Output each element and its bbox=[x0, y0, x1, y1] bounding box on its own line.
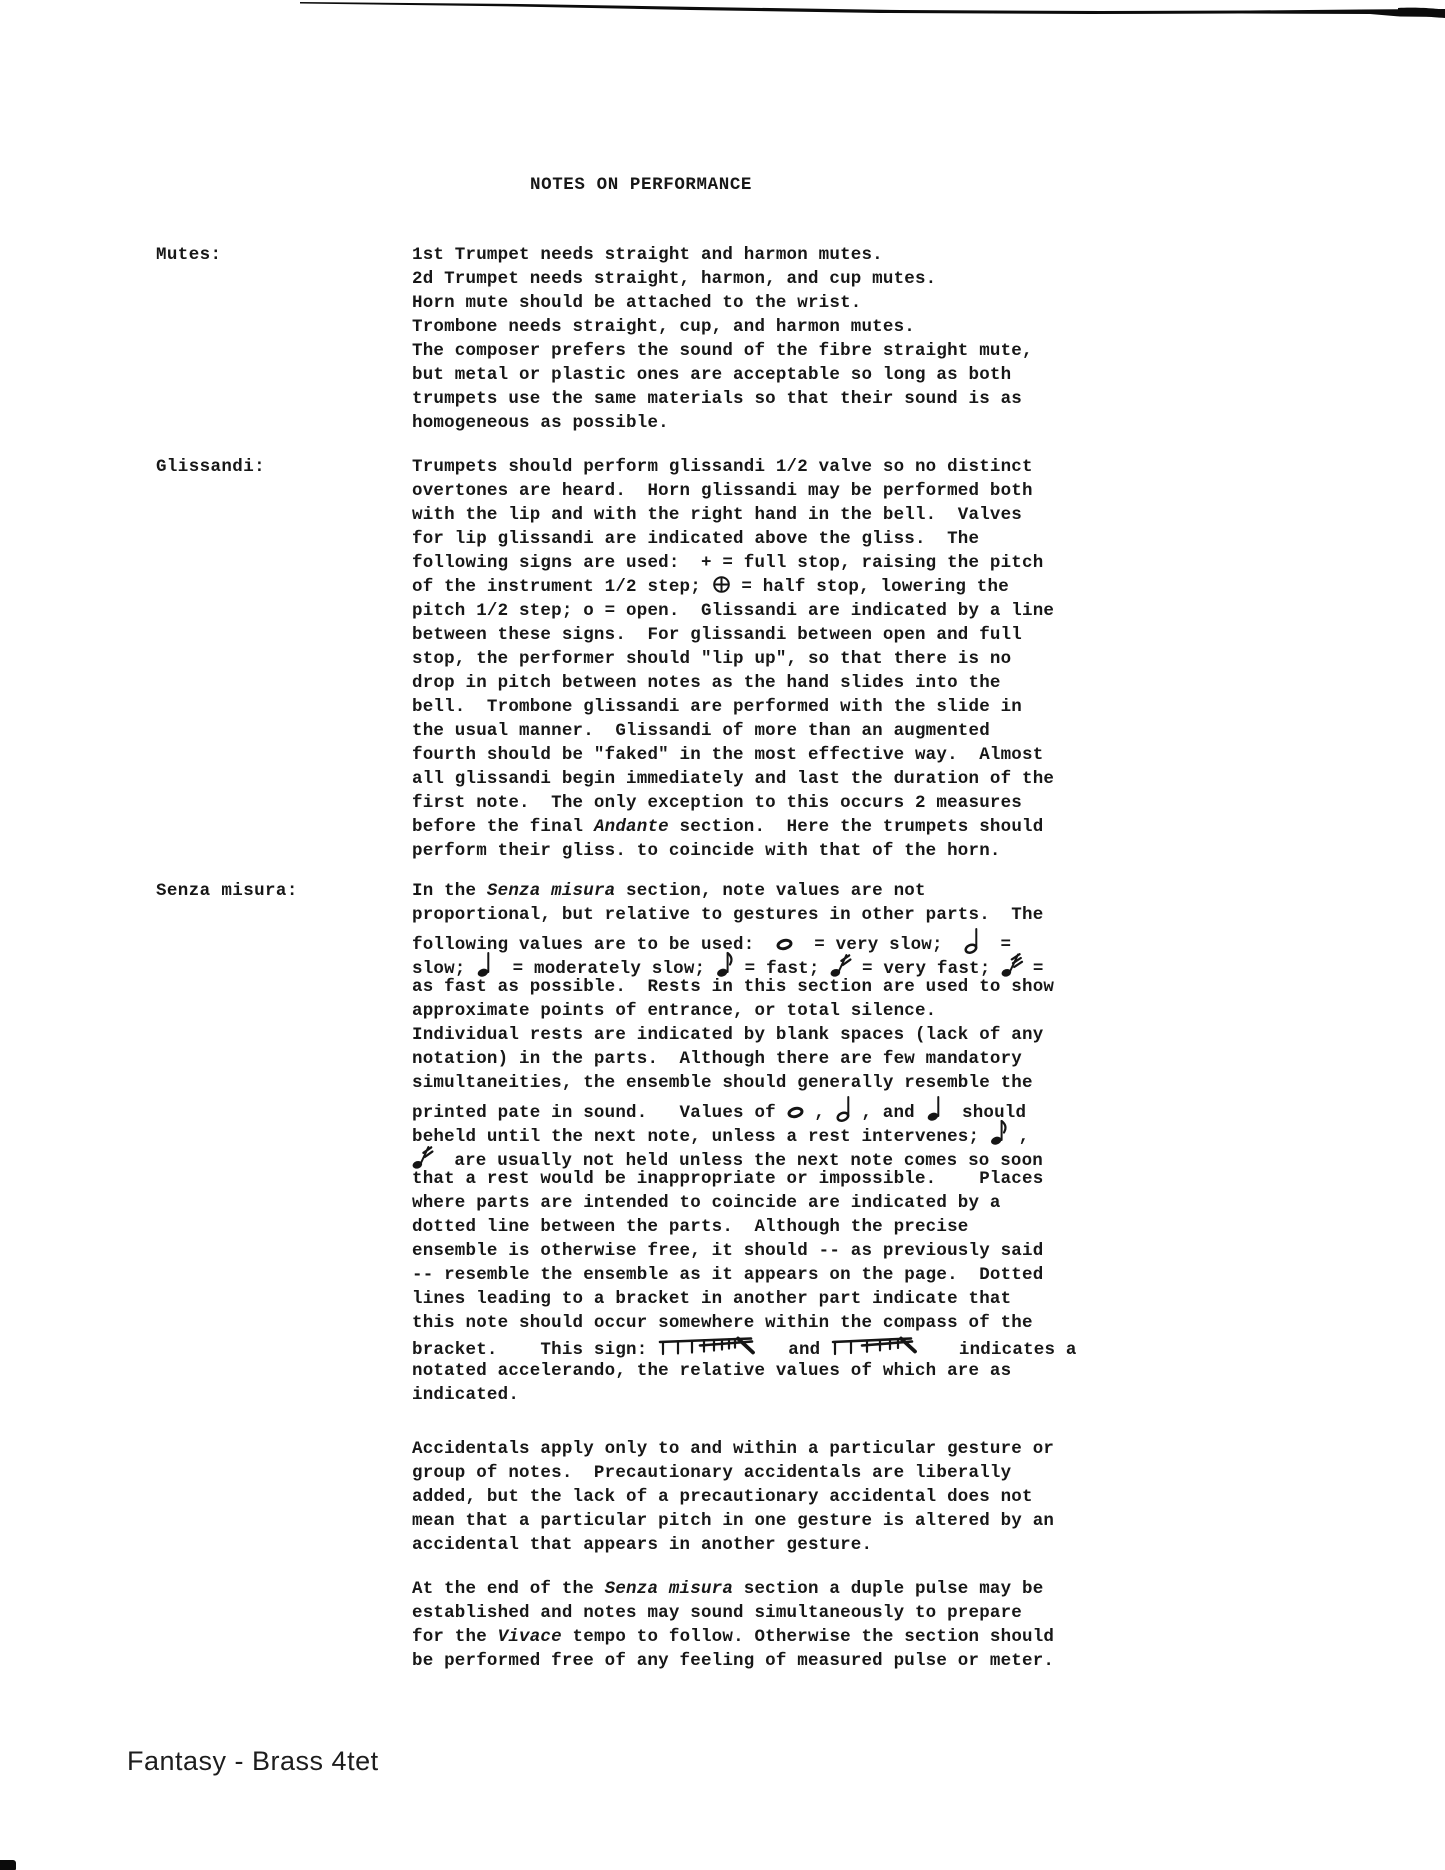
text-line: accidental that appears in another gesture. bbox=[412, 1535, 873, 1555]
text-line: overtones are heard. Horn glissandi may be performed both bbox=[412, 481, 1033, 501]
thirtysecond-note-icon bbox=[1001, 951, 1022, 978]
circled-plus-icon bbox=[712, 575, 731, 594]
text-line: group of notes. Precautionary accidentals are liberally bbox=[412, 1463, 1012, 1483]
text-line: lines leading to a bracket in another part indicate that bbox=[412, 1289, 1012, 1309]
text-line: printed pate in sound. Values of , , and should bbox=[412, 1095, 1077, 1119]
text-line: 1st Trumpet needs straight and harmon mutes. bbox=[412, 245, 883, 265]
accel-sign-long-icon bbox=[658, 1335, 756, 1356]
text-line: as fast as possible. Rests in this section are used to show bbox=[412, 977, 1055, 997]
text-line: fourth should be "faked" in the most effective way. Almost bbox=[412, 745, 1044, 765]
text-line: dotted line between the parts. Although the precise bbox=[412, 1217, 969, 1237]
text-line: The composer prefers the sound of the fibre straight mute, bbox=[412, 341, 1033, 361]
section-body-glissandi bbox=[412, 455, 1054, 863]
text-line: Horn mute should be attached to the wrist. bbox=[412, 293, 862, 313]
text-line: following values are to be used: = very slow; = bbox=[412, 927, 1077, 951]
text-line: notation) in the parts. Although there are few mandatory bbox=[412, 1049, 1022, 1069]
text-line: slow; = moderately slow; = fast; = very fast; = bbox=[412, 951, 1077, 975]
half-note-icon bbox=[964, 927, 979, 954]
text-line: trumpets use the same materials so that their sound is as bbox=[412, 389, 1022, 409]
text-line: At the end of the Senza misura section a duple pulse may be bbox=[412, 1579, 1044, 1599]
section-label-mutes: Mutes: bbox=[156, 245, 222, 265]
text-line: pitch 1/2 step; o = open. Glissandi are indicated by a line bbox=[412, 601, 1055, 621]
italic-run: Andante bbox=[593, 817, 669, 837]
text-line: for lip glissandi are indicated above the gliss. The bbox=[412, 529, 980, 549]
text-line: bell. Trombone glissandi are performed with the slide in bbox=[412, 697, 1022, 717]
accel-sign-short-icon bbox=[831, 1335, 916, 1356]
text-line: drop in pitch between notes as the hand slides into the bbox=[412, 673, 1001, 693]
text-line: In the Senza misura section, note values are not bbox=[412, 881, 926, 901]
text-line: following signs are used: + = full stop, raising the pitch bbox=[412, 553, 1044, 573]
text-line: are usually not held unless the next note comes so soon bbox=[412, 1143, 1077, 1167]
text-line: indicated. bbox=[412, 1385, 520, 1405]
text-line: be performed free of any feeling of measured pulse or meter. bbox=[412, 1651, 1055, 1671]
text-line: perform their gliss. to coincide with that of the horn. bbox=[412, 841, 1001, 861]
text-line: notated accelerando, the relative values of which are as bbox=[412, 1361, 1012, 1381]
sixteenth-note-icon bbox=[412, 1143, 433, 1170]
footer-title: Fantasy - Brass 4tet bbox=[127, 1746, 379, 1776]
whole-note-icon bbox=[776, 938, 793, 951]
text-line: where parts are intended to coincide are indicated by a bbox=[412, 1193, 1001, 1213]
text-line: approximate points of entrance, or total silence. bbox=[412, 1001, 937, 1021]
senza-misura-paragraph-3 bbox=[412, 1577, 1054, 1673]
quarter-note-icon bbox=[476, 951, 491, 978]
italic-run: Senza misura bbox=[486, 881, 616, 901]
text-line: that a rest would be inappropriate or impossible. Places bbox=[412, 1169, 1044, 1189]
text-line: first note. The only exception to this occurs 2 measures bbox=[412, 793, 1022, 813]
text-line: Accidentals apply only to and within a particular gesture or bbox=[412, 1439, 1055, 1459]
text-line: established and notes may sound simultaneously to prepare bbox=[412, 1603, 1022, 1623]
text-line: of the instrument 1/2 step; = half stop, lowering the bbox=[412, 577, 1009, 597]
quarter-note-icon bbox=[926, 1095, 941, 1122]
eighth-note-icon bbox=[990, 1119, 1008, 1146]
page-title: NOTES ON PERFORMANCE bbox=[530, 175, 753, 195]
senza-misura-paragraph-1 bbox=[412, 879, 1077, 1407]
text-line: ensemble is otherwise free, it should -- as previously said bbox=[412, 1241, 1044, 1261]
text-line: stop, the performer should "lip up", so that there is no bbox=[412, 649, 1012, 669]
section-label-glissandi: Glissandi: bbox=[156, 457, 266, 477]
whole-note-icon bbox=[787, 1106, 804, 1119]
text-line: with the lip and with the right hand in the bell. Valves bbox=[412, 505, 1022, 525]
eighth-note-icon bbox=[716, 951, 734, 978]
text-line: for the Vivace tempo to follow. Otherwise the section should bbox=[412, 1627, 1055, 1647]
text-line: before the final Andante section. Here the trumpets should bbox=[412, 817, 1044, 837]
senza-misura-paragraph-2 bbox=[412, 1437, 1054, 1557]
text-line: Individual rests are indicated by blank spaces (lack of any bbox=[412, 1025, 1044, 1045]
sixteenth-note-icon bbox=[830, 951, 851, 978]
text-line: the usual manner. Glissandi of more than an augmented bbox=[412, 721, 990, 741]
half-note-icon bbox=[836, 1095, 851, 1122]
text-line: added, but the lack of a precautionary accidental does not bbox=[412, 1487, 1033, 1507]
italic-run: Senza misura bbox=[604, 1579, 734, 1599]
text-line: mean that a particular pitch in one gesture is altered by an bbox=[412, 1511, 1055, 1531]
text-line: but metal or plastic ones are acceptable so long as both bbox=[412, 365, 1012, 385]
text-line: beheld until the next note, unless a rest intervenes; , bbox=[412, 1119, 1077, 1143]
text-line: homogeneous as possible. bbox=[412, 413, 669, 433]
section-body-mutes bbox=[412, 243, 1033, 435]
text-line: between these signs. For glissandi between open and full bbox=[412, 625, 1022, 645]
text-line: proportional, but relative to gestures in other parts. The bbox=[412, 905, 1044, 925]
text-line: Trombone needs straight, cup, and harmon mutes. bbox=[412, 317, 915, 337]
text-line: this note should occur somewhere within the compass of the bbox=[412, 1313, 1033, 1333]
text-line: all glissandi begin immediately and last the duration of the bbox=[412, 769, 1055, 789]
scan-edge-artifact bbox=[0, 0, 1445, 22]
section-label-senza-misura: Senza misura: bbox=[156, 881, 298, 901]
scan-corner-artifact bbox=[0, 1860, 16, 1870]
italic-run: Vivace bbox=[497, 1627, 562, 1647]
text-line: Trumpets should perform glissandi 1/2 valve so no distinct bbox=[412, 457, 1033, 477]
text-line: -- resemble the ensemble as it appears on the page. Dotted bbox=[412, 1265, 1044, 1285]
text-line: simultaneities, the ensemble should generally resemble the bbox=[412, 1073, 1033, 1093]
text-line: 2d Trumpet needs straight, harmon, and cup mutes. bbox=[412, 269, 937, 289]
text-line: bracket. This sign: and indicates a bbox=[412, 1335, 1077, 1359]
